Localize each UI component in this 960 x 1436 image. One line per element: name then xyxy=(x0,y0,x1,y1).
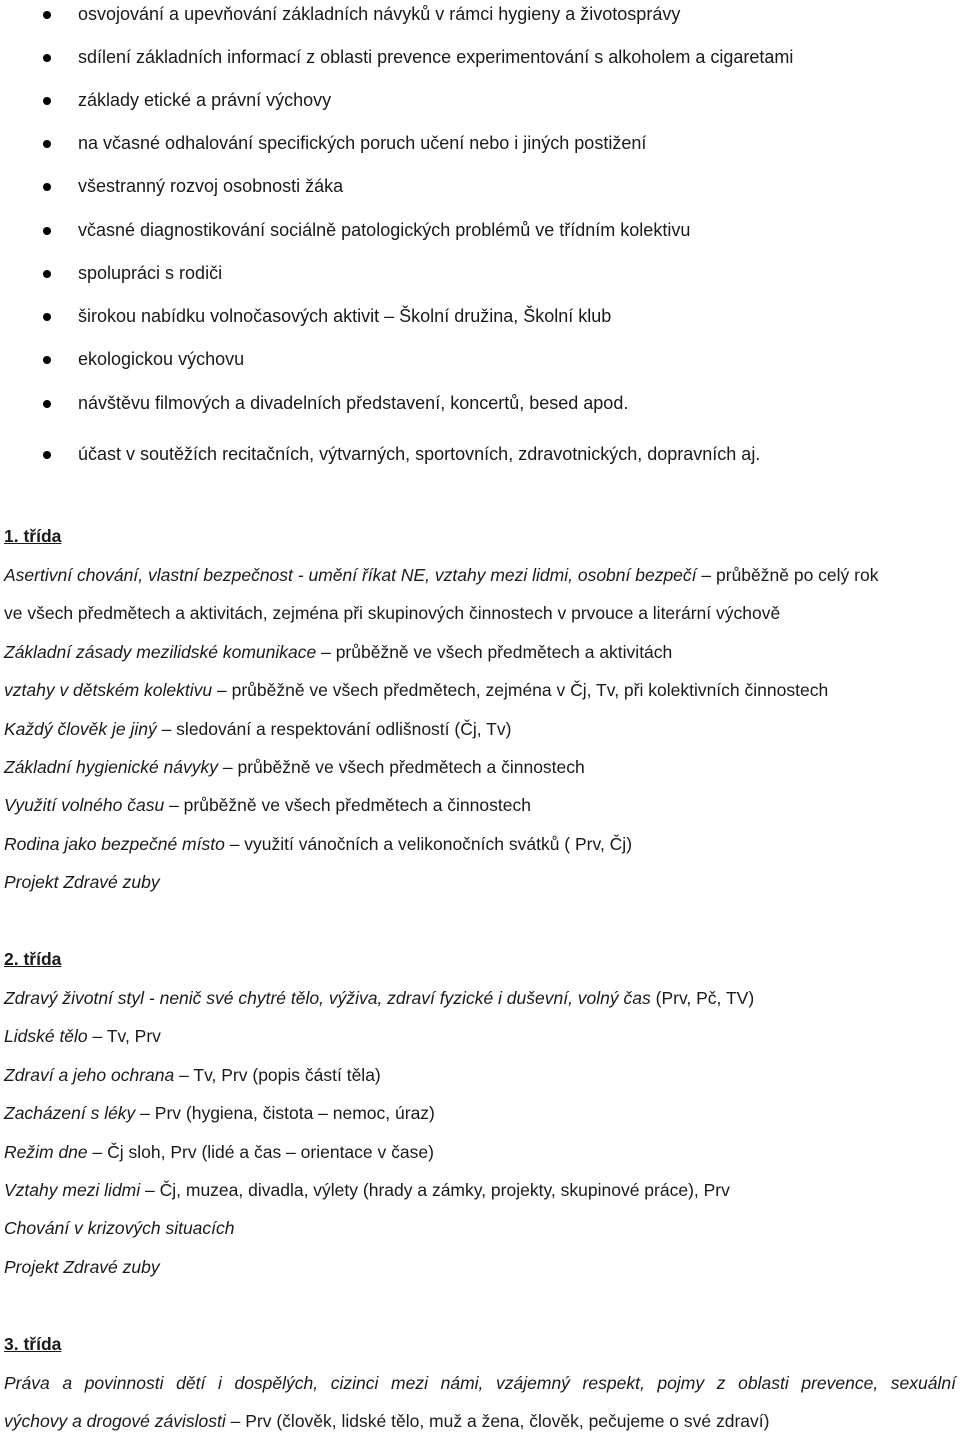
text-line xyxy=(4,563,878,587)
text-line xyxy=(4,601,780,625)
topic-detail: – sledování a respektování odlišností (Čj, Tv) xyxy=(156,719,512,739)
topic-detail: – Tv, Prv (popis částí těla) xyxy=(174,1065,381,1085)
topic-title: Zdraví a jeho ochrana xyxy=(4,1065,175,1085)
topic-detail: – Prv (hygiena, čistota – nemoc, úraz) xyxy=(135,1103,435,1123)
topic-detail: ve všech předmětech a aktivitách, zejména při skupinových činnostech v prvouce a literární výchově xyxy=(4,603,781,623)
bullet-dot-icon xyxy=(43,183,51,191)
topic-title: Rodina jako bezpečné místo xyxy=(4,834,225,854)
topic-title: výchovy a drogové závislosti xyxy=(4,1411,226,1431)
topic-detail: – Čj, muzea, divadla, výlety (hrady a zámky, projekty, skupinové práce), Prv xyxy=(140,1180,730,1200)
text-line xyxy=(4,793,531,817)
list-item-text: účast v soutěžích recitačních, výtvarných, sportovních, zdravotnických, dopravních aj. xyxy=(78,444,761,464)
text-line xyxy=(4,870,160,894)
list-item xyxy=(78,174,343,198)
topic-detail: – Prv (člověk, lidské tělo, muž a žena, člověk, pečujeme o své zdraví) xyxy=(225,1411,770,1431)
list-item-text: návštěvu filmových a divadelních představení, koncertů, besed apod. xyxy=(78,393,629,413)
text-line xyxy=(4,717,511,741)
list-item xyxy=(78,391,628,415)
list-item xyxy=(78,45,793,69)
list-item-text: širokou nabídku volnočasových aktivit – Školní družina, Školní klub xyxy=(78,306,612,326)
topic-title: Každý člověk je jiný xyxy=(4,719,157,739)
topic-detail: – Tv, Prv xyxy=(87,1026,161,1046)
topic-title: Využití volného času xyxy=(4,795,165,815)
list-item-text: všestranný rozvoj osobnosti žáka xyxy=(78,176,344,196)
list-item xyxy=(78,442,760,466)
bullet-dot-icon xyxy=(43,356,51,364)
list-item-text: osvojování a upevňování základních návyků v rámci hygieny a životosprávy xyxy=(78,4,681,24)
text-line xyxy=(4,1216,235,1240)
topic-detail: (Prv, Pč, TV) xyxy=(650,988,755,1008)
text-line xyxy=(4,1101,435,1125)
list-item-text: na včasné odhalování specifických poruch učení nebo i jiných postižení xyxy=(78,133,647,153)
topic-detail: – průběžně po celý rok xyxy=(696,565,879,585)
bullet-dot-icon xyxy=(43,54,51,62)
list-item-text: ekologickou výchovu xyxy=(78,349,245,369)
section-heading-2: 2. třída xyxy=(4,949,62,969)
topic-title: Projekt Zdravé zuby xyxy=(4,872,160,892)
topic-detail: – průběžně ve všech předmětech a činnostech xyxy=(218,757,585,777)
text-line xyxy=(4,1024,161,1048)
list-item xyxy=(78,218,690,242)
section-heading-1: 1. třída xyxy=(4,526,62,546)
list-item-text: spolupráci s rodiči xyxy=(78,263,223,283)
topic-detail: – Čj sloh, Prv (lidé a čas – orientace v čase) xyxy=(87,1142,434,1162)
list-item xyxy=(78,88,331,112)
topic-title: Asertivní chování, vlastní bezpečnost - umění říkat NE, vztahy mezi lidmi, osobní bezpečí xyxy=(4,565,697,585)
topic-detail: – využití vánočních a velikonočních svátků ( Prv, Čj) xyxy=(224,834,633,854)
section-heading-3: 3. třída xyxy=(4,1334,62,1354)
bullet-dot-icon xyxy=(43,400,51,408)
bullet-dot-icon xyxy=(43,313,51,321)
text-line: Práva a povinnosti dětí i dospělých, cizinci mezi námi, vzájemný respekt, pojmy z oblasti prevence, sexuální xyxy=(4,1373,956,1393)
topic-detail: – průběžně ve všech předmětech a činnostech xyxy=(164,795,531,815)
list-item-text: včasné diagnostikování sociálně patologických problémů ve třídním kolektivu xyxy=(78,220,691,240)
bullet-dot-icon xyxy=(43,97,51,105)
topic-title: Lidské tělo xyxy=(4,1026,88,1046)
topic-title: Chování v krizových situacích xyxy=(4,1218,235,1238)
topic-title: Zdravý životní styl - nenič své chytré tělo, výživa, zdraví fyzické i duševní, volný čas xyxy=(4,988,651,1008)
text-line xyxy=(4,640,672,664)
topic-detail: – průběžně ve všech předmětech a aktivitách xyxy=(316,642,673,662)
bullet-dot-icon xyxy=(43,227,51,235)
topic-detail: – průběžně ve všech předmětech, zejména v Čj, Tv, při kolektivních činnostech xyxy=(212,680,829,700)
list-item xyxy=(78,2,680,26)
text-line xyxy=(4,832,632,856)
list-item xyxy=(78,261,222,285)
topic-title: Projekt Zdravé zuby xyxy=(4,1257,160,1277)
text-line xyxy=(4,1255,160,1279)
topic-title: Základní zásady mezilidské komunikace xyxy=(4,642,317,662)
list-item xyxy=(78,347,244,371)
list-item xyxy=(78,304,611,328)
topic-title: vztahy v dětském kolektivu xyxy=(4,680,213,700)
text-line xyxy=(4,755,585,779)
topic-title: Zacházení s léky xyxy=(4,1103,136,1123)
bullet-dot-icon xyxy=(43,11,51,19)
text-line xyxy=(4,1409,769,1433)
topic-title: Základní hygienické návyky xyxy=(4,757,218,777)
topic-title: Vztahy mezi lidmi xyxy=(4,1180,141,1200)
text-line xyxy=(4,1140,434,1164)
bullet-dot-icon xyxy=(43,451,51,459)
topic-title: Režim dne xyxy=(4,1142,88,1162)
text-line xyxy=(4,1063,381,1087)
list-item-text: sdílení základních informací z oblasti prevence experimentování s alkoholem a cigaretami xyxy=(78,47,794,67)
bullet-dot-icon xyxy=(43,270,51,278)
list-item xyxy=(78,131,646,155)
text-line xyxy=(4,1178,730,1202)
list-item-text: základy etické a právní výchovy xyxy=(78,90,332,110)
bullet-dot-icon xyxy=(43,140,51,148)
text-line xyxy=(4,678,828,702)
text-line xyxy=(4,986,754,1010)
